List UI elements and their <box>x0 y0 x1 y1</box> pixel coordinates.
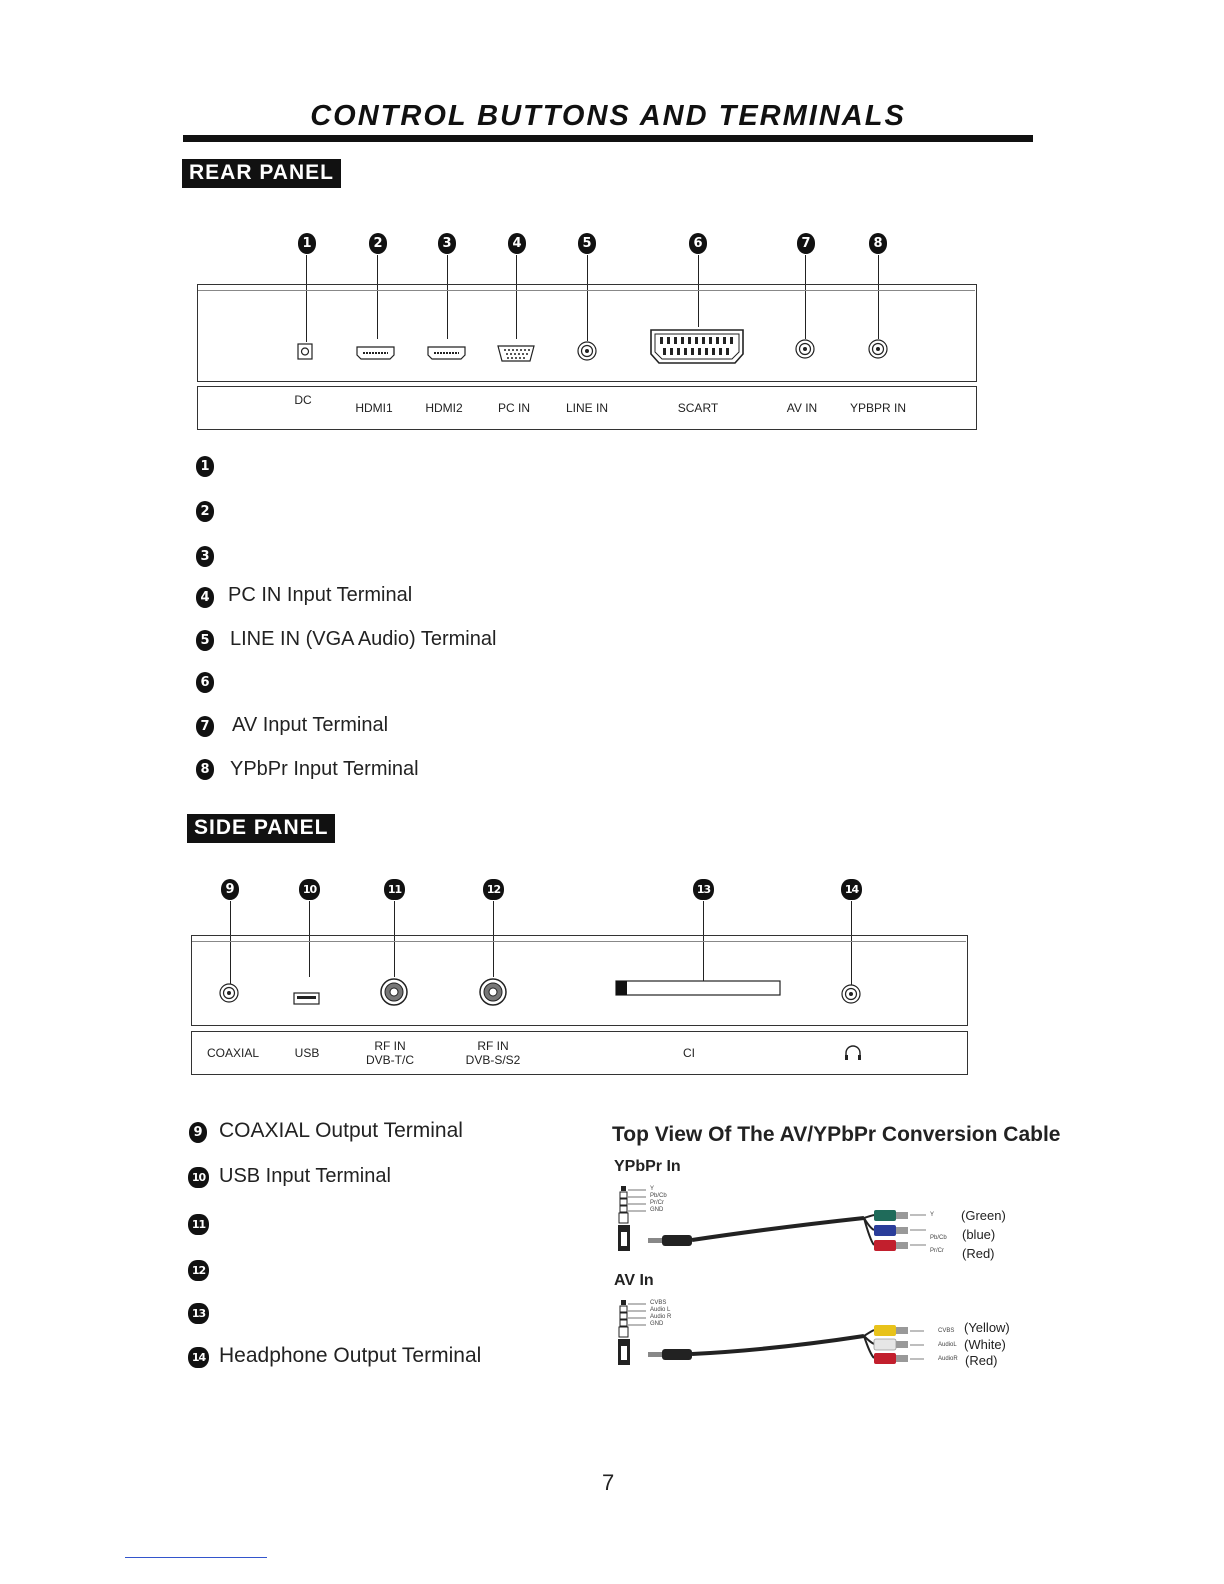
av-red-plug-body <box>874 1353 896 1364</box>
ypbpr-plug-green <box>874 1210 908 1221</box>
rear-panel-heading: REAR PANEL <box>182 159 341 188</box>
rear-panel-ports <box>197 284 977 384</box>
av-plug-yellow <box>874 1325 908 1336</box>
port-label-hdmi2: HDMI2 <box>425 401 463 415</box>
ypbpr-pin-pr: Pr/Cr <box>650 1200 664 1206</box>
coaxial-jack-icon <box>220 984 238 1002</box>
ypbpr-green-plug-body <box>874 1210 896 1221</box>
port-label-usb: USB <box>294 1046 320 1060</box>
port-label-rf-in-2: RF IN <box>477 1039 509 1053</box>
rear-marker-2: 2 <box>369 233 387 254</box>
av-yellow-plug-body <box>874 1325 896 1336</box>
headphone-jack-icon <box>842 985 860 1003</box>
side-desc-marker-14: 14 <box>188 1347 209 1368</box>
rear-desc-marker-6: 6 <box>196 672 214 693</box>
line-in-jack-icon <box>578 342 596 360</box>
av-color-white: (White) <box>964 1337 1006 1352</box>
rf-in-dvb-tc-icon <box>381 979 407 1005</box>
side-panel-ports <box>191 935 971 1030</box>
rear-desc-7: AV Input Terminal <box>232 714 389 736</box>
side-desc-14: Headphone Output Terminal <box>219 1344 482 1367</box>
side-marker-12: 12 <box>483 879 504 900</box>
port-label-ci: CI <box>683 1046 695 1060</box>
port-label-scart: SCART <box>677 401 719 415</box>
side-desc-marker-10: 10 <box>188 1167 209 1188</box>
side-desc-9: COAXIAL Output Terminal <box>219 1119 463 1142</box>
rear-desc-marker-5: 5 <box>196 630 214 651</box>
side-marker-10: 10 <box>299 879 320 900</box>
side-marker-9: 9 <box>221 879 239 900</box>
rear-marker-5: 5 <box>578 233 596 254</box>
rear-desc-5: LINE IN (VGA Audio) Terminal <box>230 628 497 650</box>
ci-slot-icon <box>616 981 780 995</box>
rear-desc-8: YPbPr Input Terminal <box>230 758 419 780</box>
ypbpr-in-heading: YPbPr In <box>614 1158 681 1175</box>
side-panel-heading: SIDE PANEL <box>187 814 335 843</box>
rear-desc-marker-3: 3 <box>196 546 214 567</box>
title-rule <box>183 135 1033 142</box>
side-marker-11: 11 <box>384 879 405 900</box>
port-label-ypbpr-in: YPBPR IN <box>849 401 906 415</box>
rear-desc-marker-7: 7 <box>196 716 214 737</box>
rear-desc-marker-2: 2 <box>196 501 214 522</box>
port-label-hdmi1: HDMI1 <box>355 401 393 415</box>
av-color-red: (Red) <box>965 1353 998 1368</box>
ypbpr-plug-red <box>874 1240 908 1251</box>
usb-port-icon <box>294 993 319 1004</box>
av-plug-red <box>874 1353 908 1364</box>
av-pin-gnd: GND <box>650 1321 664 1327</box>
rear-marker-7: 7 <box>797 233 815 254</box>
page-number: 7 <box>602 1470 615 1495</box>
rf-in-dvb-ss2-icon <box>480 979 506 1005</box>
ypbpr-plug-blue <box>874 1225 908 1236</box>
ypbpr-plug-label-y: Y <box>930 1212 935 1218</box>
ypbpr-in-jack-icon <box>869 340 887 358</box>
rear-marker-6: 6 <box>689 233 707 254</box>
av-in-heading: AV In <box>614 1272 654 1289</box>
rear-marker-1: 1 <box>298 233 316 254</box>
port-label-dvb-ss2: DVB-S/S2 <box>465 1053 521 1067</box>
ypbpr-blue-plug-body <box>874 1225 896 1236</box>
side-desc-marker-13: 13 <box>188 1303 209 1324</box>
ypbpr-color-red: (Red) <box>962 1246 995 1261</box>
side-marker-13: 13 <box>693 879 714 900</box>
ypbpr-pin-pb: Pb/Cb <box>650 1193 667 1199</box>
hdmi2-port-icon <box>428 347 465 359</box>
page-title: CONTROL BUTTONS AND TERMINALS <box>310 100 906 132</box>
rear-desc-marker-1: 1 <box>196 456 214 477</box>
port-label-av-in: AV IN <box>786 401 818 415</box>
port-label-dc: DC <box>294 393 312 407</box>
rear-marker-4: 4 <box>508 233 526 254</box>
av-pin-cvbs: CVBS <box>650 1300 667 1306</box>
port-label-coaxial: COAXIAL <box>206 1046 260 1060</box>
port-label-dvb-tc: DVB-T/C <box>366 1053 414 1067</box>
av-pin-audio-r: Audio R <box>650 1314 672 1320</box>
port-label-pc-in: PC IN <box>497 401 530 415</box>
ypbpr-color-blue: (blue) <box>962 1227 996 1242</box>
side-desc-marker-9: 9 <box>189 1122 207 1143</box>
side-desc-marker-11: 11 <box>188 1214 209 1235</box>
rear-desc-marker-8: 8 <box>196 759 214 780</box>
rear-desc-4: PC IN Input Terminal <box>228 584 413 606</box>
scart-port-icon <box>651 330 743 363</box>
vga-port-icon <box>498 346 534 361</box>
side-desc-marker-12: 12 <box>188 1260 209 1281</box>
port-label-line-in: LINE IN <box>565 401 608 415</box>
av-color-yellow: (Yellow) <box>964 1320 1010 1335</box>
side-marker-14: 14 <box>841 879 862 900</box>
av-plug-label-audior: AudioR <box>938 1356 958 1362</box>
av-plug-label-cvbs: CVBS <box>938 1328 955 1334</box>
av-in-jack-icon <box>796 340 814 358</box>
dc-jack-icon <box>298 344 312 359</box>
ypbpr-color-green: (Green) <box>961 1208 1006 1223</box>
ypbpr-red-plug-body <box>874 1240 896 1251</box>
hdmi1-port-icon <box>357 347 394 359</box>
rear-marker-3: 3 <box>438 233 456 254</box>
ypbpr-plug-label-pr: Pr/Cr <box>930 1248 944 1254</box>
av-white-plug-body <box>874 1339 896 1350</box>
av-pin-audio-l: Audio L <box>650 1307 671 1313</box>
av-plug-white <box>874 1339 908 1350</box>
ypbpr-pin-gnd: GND <box>650 1207 664 1213</box>
rear-marker-8: 8 <box>869 233 887 254</box>
headphone-icon <box>843 1043 863 1063</box>
av-plug-label-audiol: AudioL <box>938 1342 957 1348</box>
ypbpr-plug-label-pb: Pb/Cb <box>930 1235 947 1241</box>
port-label-rf-in-1: RF IN <box>374 1039 406 1053</box>
side-desc-10: USB Input Terminal <box>219 1165 391 1187</box>
ypbpr-pin-y: Y <box>650 1186 655 1192</box>
footer-link-underline <box>125 1557 267 1558</box>
cable-title: Top View Of The AV/YPbPr Conversion Cable <box>612 1123 1061 1146</box>
rear-desc-marker-4: 4 <box>196 587 214 608</box>
